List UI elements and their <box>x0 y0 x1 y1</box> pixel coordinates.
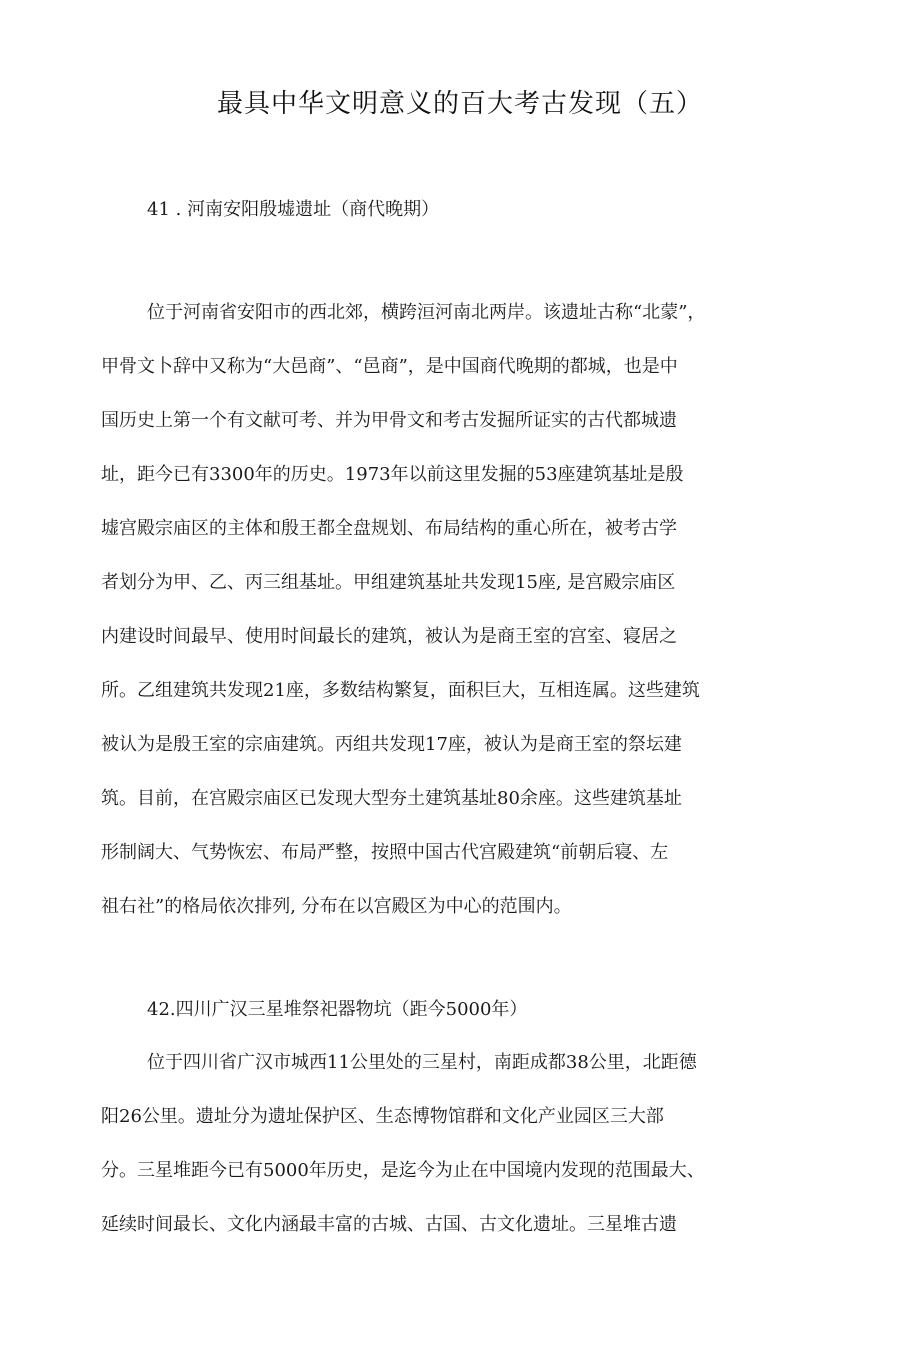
body-line: 甲骨文卜辞中又称为“大邑商”、“邑商”，是中国商代晚期的都城，也是中 <box>101 356 678 377</box>
body-line: 墟宫殿宗庙区的主体和殷王都全盘规划、布局结构的重心所在，被考古学 <box>101 518 677 539</box>
section-heading-41: 41 . 河南安阳殷墟遗址（商代晚期） <box>147 199 440 220</box>
body-line: 位于河南省安阳市的西北郊，横跨洹河南北两岸。该遗址古称“北蒙”， <box>147 302 706 323</box>
body-line: 形制阔大、气势恢宏、布局严整，按照中国古代宫殿建筑“前朝后寝、左 <box>101 842 669 863</box>
section-body-41 <box>101 286 821 934</box>
document-title: 最具中华文明意义的百大考古发现（五） <box>216 89 703 119</box>
body-line: 祖右社”的格局依次排列, 分布在以宫殿区为中心的范围内。 <box>101 896 572 917</box>
body-line: 国历史上第一个有文献可考、并为甲骨文和考古发掘所证实的古代都城遗 <box>101 410 677 431</box>
section-body-42 <box>101 1036 821 1252</box>
body-line: 址，距今已有3300年的历史。1973年以前这里发掘的53座建筑基址是殷 <box>101 464 684 485</box>
body-line: 所。乙组建筑共发现21座，多数结构繁复，面积巨大，互相连属。这些建筑 <box>101 680 700 701</box>
body-line: 分。三星堆距今已有5000年历史，是迄今为止在中国境内发现的范围最大、 <box>101 1160 705 1181</box>
body-line: 被认为是殷王室的宗庙建筑。丙组共发现17座，被认为是商王室的祭坛建 <box>101 734 682 755</box>
body-line: 延续时间最长、文化内涵最丰富的古城、古国、古文化遗址。三星堆古遗 <box>101 1214 677 1235</box>
body-line: 筑。目前，在宫殿宗庙区已发现大型夯土建筑基址80余座。这些建筑基址 <box>101 788 682 809</box>
body-line: 阳26公里。遗址分为遗址保护区、生态博物馆群和文化产业园区三大部 <box>101 1106 664 1127</box>
body-line: 内建设时间最早、使用时间最长的建筑，被认为是商王室的宫室、寝居之 <box>101 626 677 647</box>
body-line: 位于四川省广汉市城西11公里处的三星村，南距成都38公里，北距德 <box>147 1052 697 1073</box>
section-heading-42: 42.四川广汉三星堆祭祀器物坑（距今5000年） <box>147 999 528 1020</box>
body-line: 者划分为甲、乙、丙三组基址。甲组建筑基址共发现15座, 是宫殿宗庙区 <box>101 572 676 593</box>
